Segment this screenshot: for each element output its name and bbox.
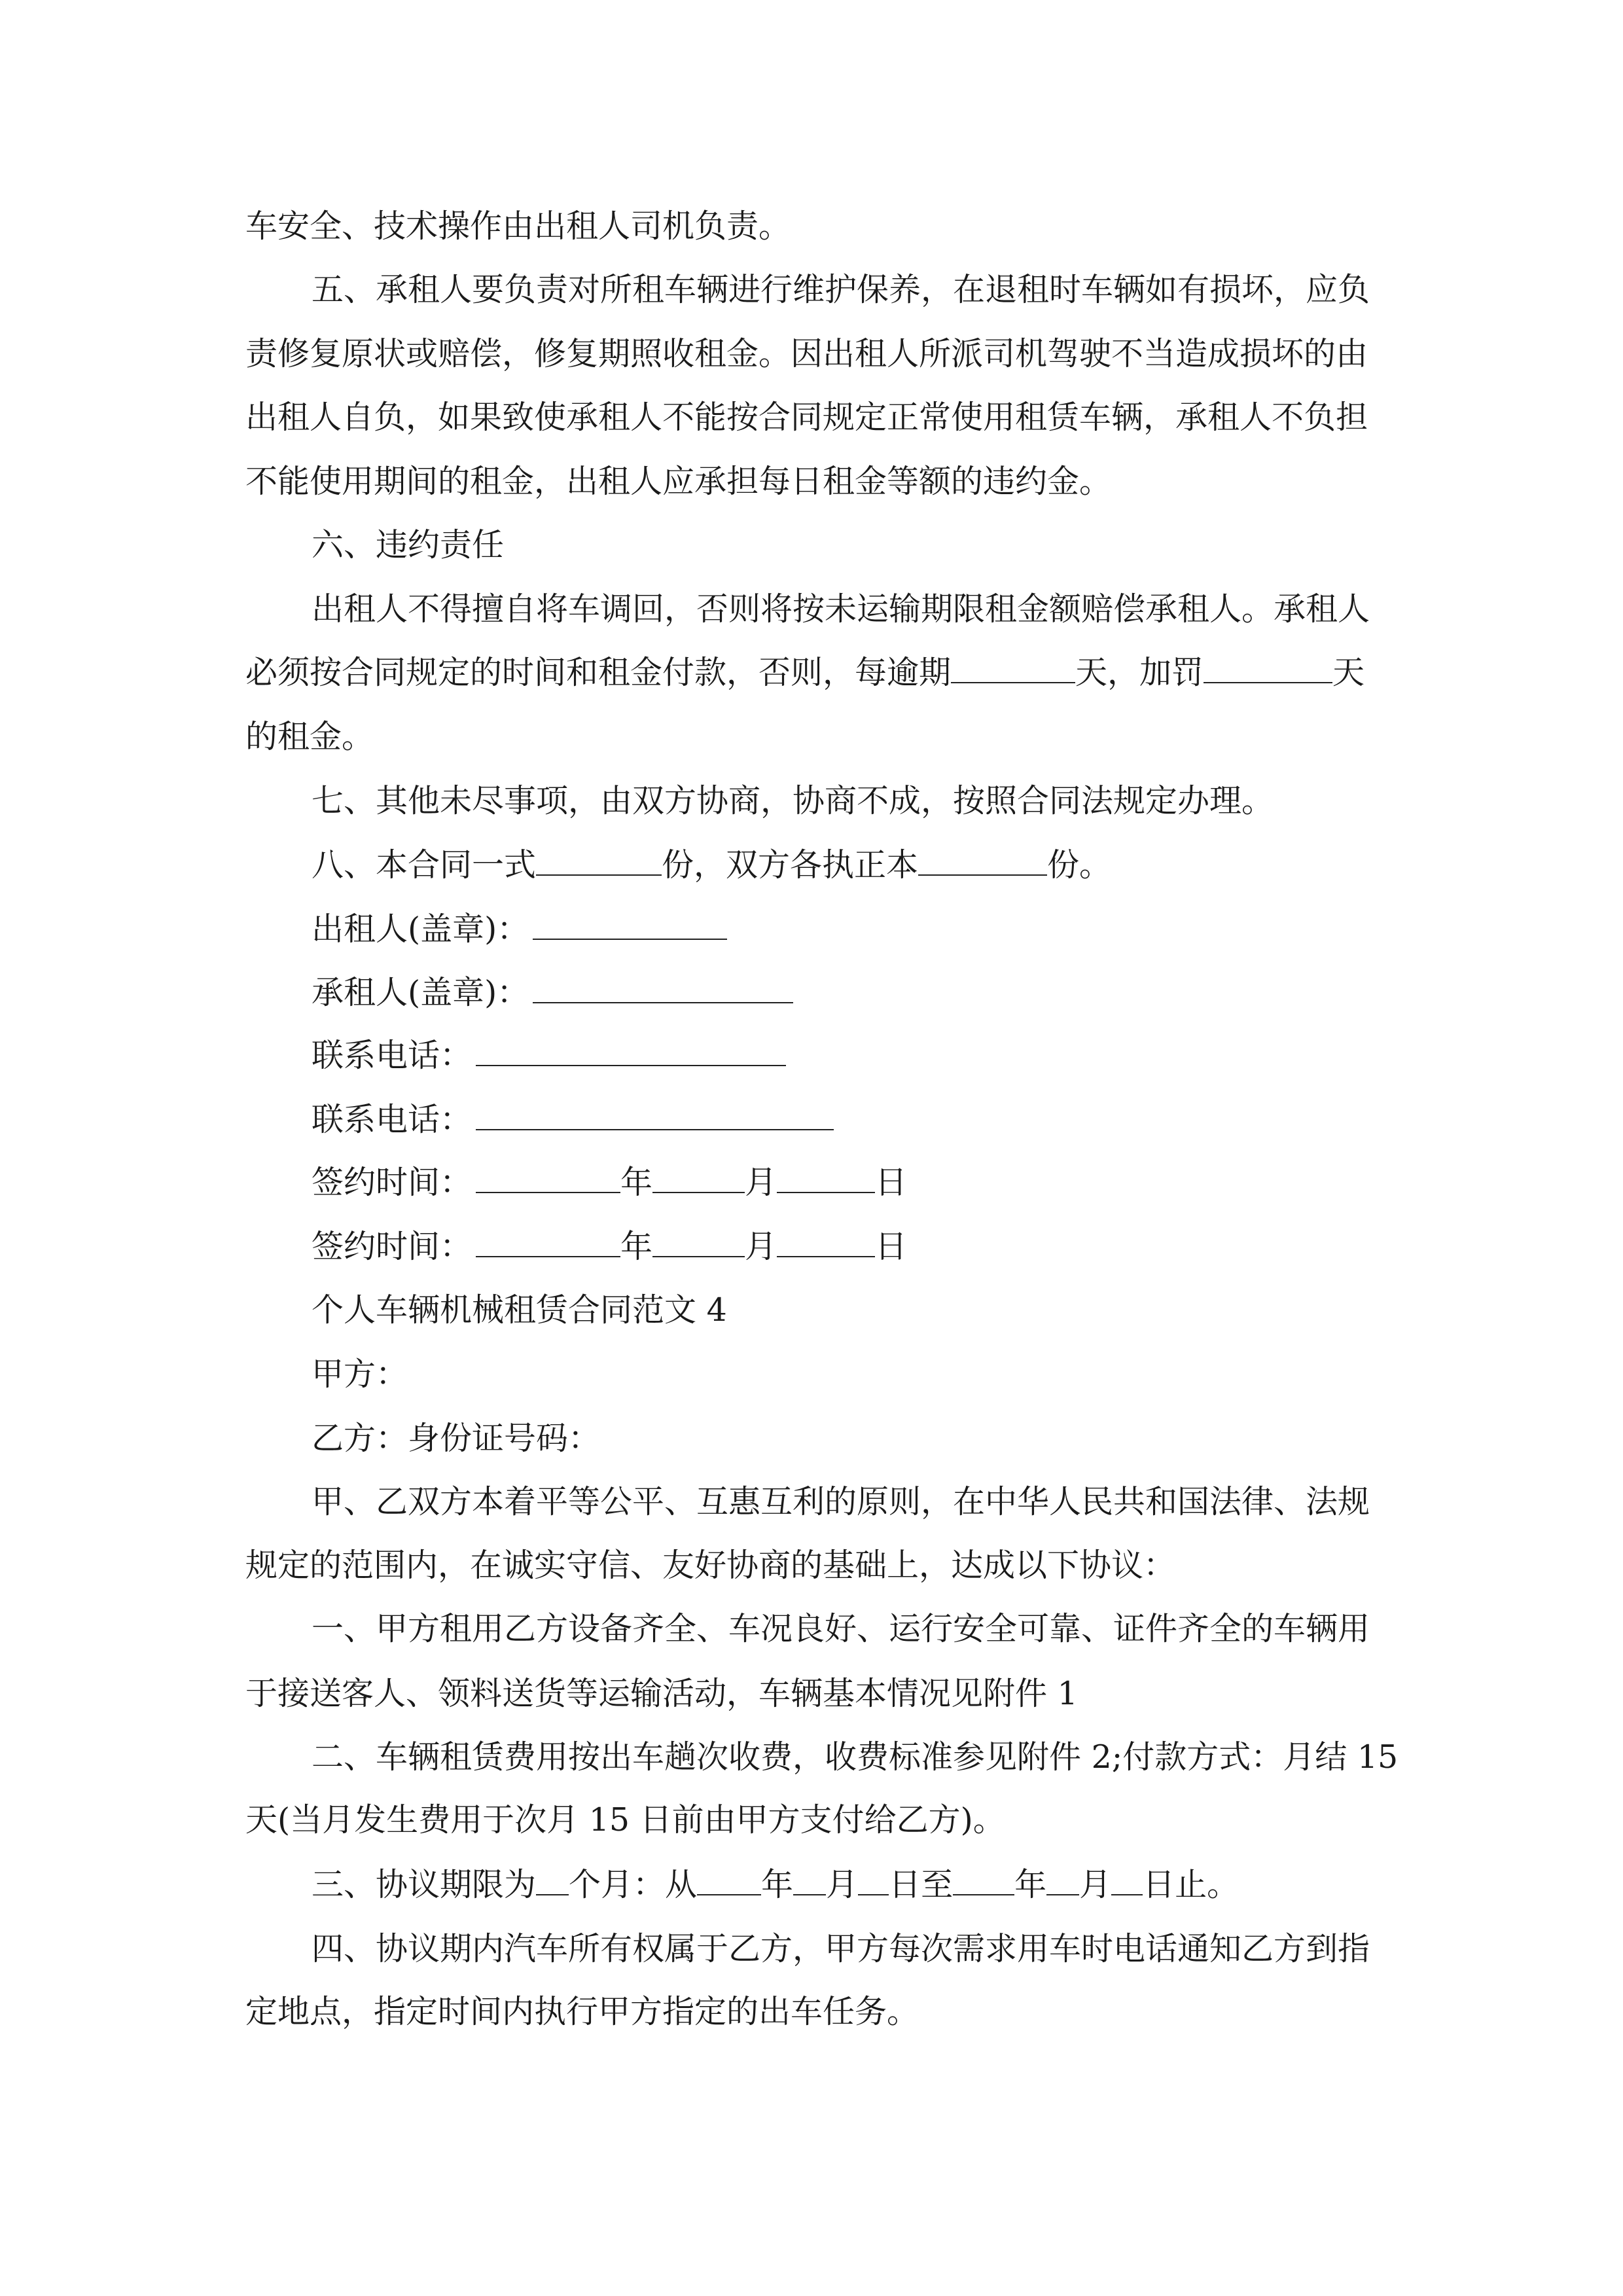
blank-field[interactable] [918,846,1047,876]
blank-field[interactable] [793,1865,826,1895]
article-3 [312,1865,1239,1905]
phone-line [312,1036,786,1075]
text: 年 [1014,1866,1047,1903]
label: 签约时间： [312,1228,473,1265]
clause-5-line: 责修复原状或赔偿，修复期照收租金。因出租人所派司机驾驶不当造成损坏的由 [245,335,1368,372]
text: 日止。 [1143,1866,1240,1903]
clause-5-line: 不能使用期间的租金，出租人应承担每日租金等额的违约金。 [245,463,1112,500]
paragraph-line: 车安全、技术操作由出租人司机负责。 [245,207,791,245]
text: 日 [875,1228,908,1265]
blank-field[interactable] [777,1227,875,1257]
text: 三、协议期限为 [312,1866,537,1903]
blank-field[interactable] [652,1227,745,1257]
sign-date-line [312,1227,907,1266]
blank-field[interactable] [777,1163,875,1193]
blank-field[interactable] [533,910,727,940]
clause-5-line: 出租人自负，如果致使承租人不能按合同规定正常使用租赁车辆，承租人不负担 [245,399,1368,436]
article-4-line: 四、协议期内汽车所有权属于乙方，甲方每次需求用车时电话通知乙方到指 [312,1930,1370,1967]
article-4-line: 定地点，指定时间内执行甲方指定的出车任务。 [245,1993,919,2030]
text: 月 [745,1164,777,1201]
blank-field[interactable] [536,846,662,876]
label: 承租人(盖章)： [312,974,529,1011]
party-a: 甲方： [312,1355,408,1393]
article-1-line: 于接送客人、领料送货等运输活动，车辆基本情况见附件 1 [245,1675,1078,1712]
text: 年 [620,1164,653,1201]
text: 年 [761,1866,794,1903]
breach-line: 的租金。 [245,718,374,755]
article-1-line: 一、甲方租用乙方设备齐全、车况良好、运行安全可靠、证件齐全的车辆用 [312,1610,1370,1647]
blank-field[interactable] [953,1865,1014,1895]
contract-title: 个人车辆机械租赁合同范文 4 [312,1291,727,1329]
label: 签约时间： [312,1164,473,1201]
blank-field[interactable] [476,1163,620,1193]
sign-date-line [312,1163,907,1202]
text: 天，加罚 [1075,654,1204,691]
text: 月 [1079,1866,1112,1903]
text: 八、本合同一式 [312,846,537,884]
label: 联系电话： [312,1037,473,1074]
blank-field[interactable] [476,1036,786,1066]
clause-7: 七、其他未尽事项，由双方协商，协商不成，按照合同法规定办理。 [312,782,1274,819]
text: 个月：从 [569,1866,698,1903]
breach-line: 出租人不得擅自将车调回，否则将按未运输期限租金额赔偿承租人。承租人 [312,590,1370,628]
blank-field[interactable] [1204,653,1332,683]
blank-field[interactable] [533,973,793,1003]
clause-8 [312,846,1111,885]
lessee-seal-line [312,973,793,1013]
blank-field[interactable] [951,653,1075,683]
text: 天 [1332,654,1365,691]
text: 必须按合同规定的时间和租金付款，否则，每逾期 [245,654,952,691]
section-heading-breach: 六、违约责任 [312,526,505,564]
label: 联系电话： [312,1101,473,1138]
text: 日 [875,1164,908,1201]
blank-field[interactable] [652,1163,745,1193]
blank-field[interactable] [858,1865,889,1895]
text: 月 [826,1866,859,1903]
blank-field[interactable] [1111,1865,1143,1895]
text: 份，双方各执正本 [662,846,919,884]
text: 日至 [889,1866,954,1903]
preamble-line: 甲、乙双方本着平等公平、互惠互利的原则，在中华人民共和国法律、法规 [312,1483,1370,1520]
blank-field[interactable] [476,1100,834,1130]
blank-field[interactable] [536,1865,569,1895]
clause-5-line: 五、承租人要负责对所租车辆进行维护保养，在退租时车辆如有损坏，应负 [312,271,1370,308]
text: 月 [745,1228,777,1265]
blank-field[interactable] [476,1227,620,1257]
blank-field[interactable] [1046,1865,1079,1895]
text: 年 [620,1228,653,1265]
blank-field[interactable] [697,1865,761,1895]
article-2-line: 天(当月发生费用于次月 15 日前由甲方支付给乙方)。 [245,1801,1005,1839]
label: 出租人(盖章)： [312,910,529,948]
breach-line [245,653,1364,692]
article-2-line: 二、车辆租赁费用按出车趟次收费，收费标准参见附件 2;付款方式：月结 15 [312,1738,1399,1776]
preamble-line: 规定的范围内，在诚实守信、友好协商的基础上，达成以下协议： [245,1547,1176,1584]
phone-line [312,1100,834,1139]
party-b: 乙方：身份证号码： [312,1420,601,1457]
lessor-seal-line [312,910,727,949]
text: 份。 [1047,846,1112,884]
